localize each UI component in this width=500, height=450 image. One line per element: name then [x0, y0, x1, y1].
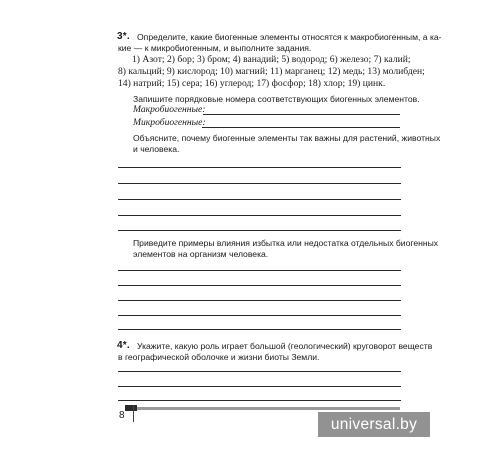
- examples-question-line-1: Приведите примеры влияния избытка или недостатка отдельных биогенных: [133, 238, 439, 248]
- answer-line[interactable]: [118, 270, 401, 271]
- answer-line[interactable]: [118, 386, 401, 387]
- element-list-line-2: 8) кальций; 9) кислород; 10) магний; 11) марганец; 12) медь; 13) молибден;: [118, 66, 425, 77]
- footer-rule: [125, 407, 400, 410]
- task-3-number: 3*.: [117, 31, 130, 42]
- watermark: universal.by: [318, 412, 430, 437]
- task-4-prompt-line-2: в географической оболочке и жизни биоты Земли.: [118, 352, 320, 362]
- task-4-number: 4*.: [117, 340, 130, 351]
- footer-marker: [125, 405, 137, 411]
- answer-line[interactable]: [118, 315, 401, 316]
- micro-answer-line[interactable]: [202, 127, 400, 128]
- answer-line[interactable]: [118, 167, 401, 168]
- task-4-prompt-line-1: Укажите, какую роль играет большой (геологический) круговорот веществ: [137, 341, 433, 351]
- answer-line[interactable]: [118, 329, 401, 330]
- answer-line[interactable]: [118, 230, 401, 231]
- element-list-line-3: 14) натрий; 15) сера; 16) углерод; 17) фосфор; 18) хлор; 19) цинк.: [118, 78, 386, 89]
- answer-line[interactable]: [118, 183, 401, 184]
- micro-label: Микробиогенные:: [133, 117, 206, 128]
- answer-line[interactable]: [118, 371, 401, 372]
- examples-question-line-2: элементов на организм человека.: [133, 249, 269, 259]
- write-numbers-instruction: Запишите порядковые номера соответствующих биогенных элементов.: [133, 94, 420, 104]
- task-3-prompt-line-1: Определите, какие биогенные элементы относятся к макробиогенным, а ка-: [137, 32, 442, 42]
- footer-tick: [133, 405, 134, 422]
- answer-line[interactable]: [118, 400, 401, 401]
- answer-line[interactable]: [118, 300, 401, 301]
- answer-line[interactable]: [118, 199, 401, 200]
- task-3-prompt-line-2: кие — к микробиогенным, и выполните задания.: [118, 43, 312, 53]
- answer-line[interactable]: [118, 215, 401, 216]
- page-number: 8: [119, 410, 125, 421]
- macro-label: Макробиогенные:: [133, 104, 206, 115]
- explain-question-line-2: и человека.: [133, 144, 180, 154]
- element-list-line-1: 1) Азот; 2) бор; 3) бром; 4) ванадий; 5) водород; 6) железо; 7) калий;: [132, 54, 411, 65]
- explain-question-line-1: Объясните, почему биогенные элементы так важны для растений, животных: [133, 133, 441, 143]
- macro-answer-line[interactable]: [203, 114, 400, 115]
- answer-line[interactable]: [118, 285, 401, 286]
